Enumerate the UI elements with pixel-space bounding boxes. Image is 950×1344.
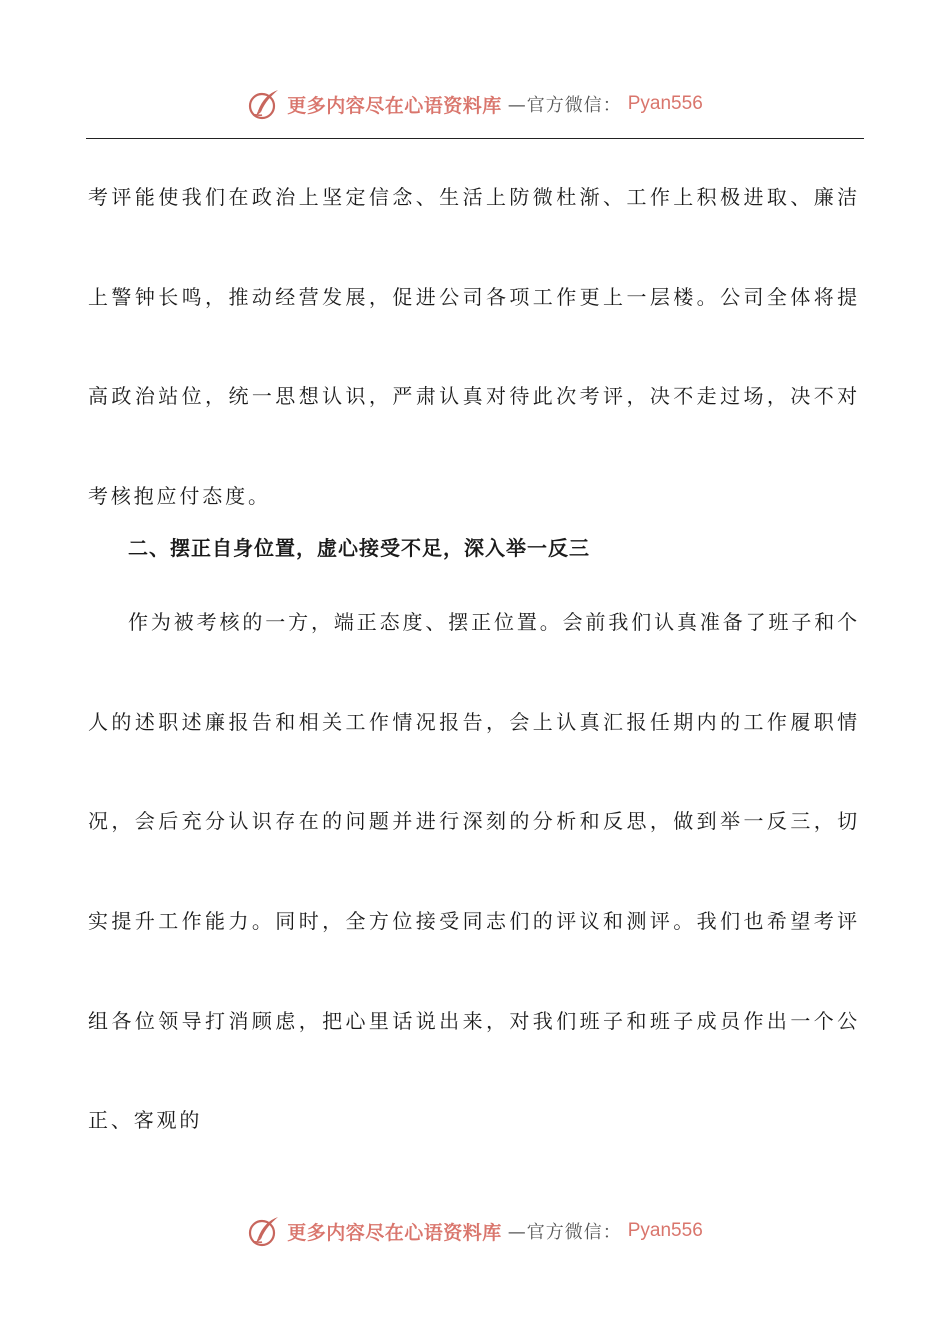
header-account: Pyan556 (627, 93, 703, 114)
header-subtitle: —官方微信： (507, 95, 622, 116)
body-paragraph: 考评能使我们在政治上坚定信念、生活上防微杜渐、工作上积极进取、廉洁上警钟长鸣，推动经营发展，促进公司各项工作更上一层楼。公司全体将提高政治站位，统一思想认识，严肃认真对待此次考评，决不走过场，决不对考核抱应付态度。 (88, 185, 860, 509)
footer-subtitle: —官方微信： (507, 1222, 622, 1243)
quill-pen-logo-icon (247, 87, 281, 121)
section-heading: 二、摆正自身位置，虚心接受不足，深入举一反三 (128, 535, 590, 560)
header-divider (86, 138, 864, 139)
header-banner (0, 84, 950, 124)
footer-banner (0, 1211, 950, 1251)
document-body (88, 148, 860, 1171)
footer-title: 更多内容尽在心语资料库 (287, 1221, 502, 1244)
footer-account: Pyan556 (627, 1220, 703, 1241)
body-paragraph: 作为被考核的一方，端正态度、摆正位置。会前我们认真准备了班子和个人的述职述廉报告和相关工作情况报告，会上认真汇报任期内的工作履职情况，会后充分认识存在的问题并进行深刻的分析和反思，做到举一反三，切实提升工作能力。同时，全方位接受同志们的评议和测评。我们也希望考评组各位领导打消顾虑，把心里话说出来，对我们班子和班子成员作出一个公正、客观的 (88, 609, 860, 1133)
quill-pen-logo-icon (247, 1214, 281, 1248)
header-title: 更多内容尽在心语资料库 (287, 94, 502, 117)
